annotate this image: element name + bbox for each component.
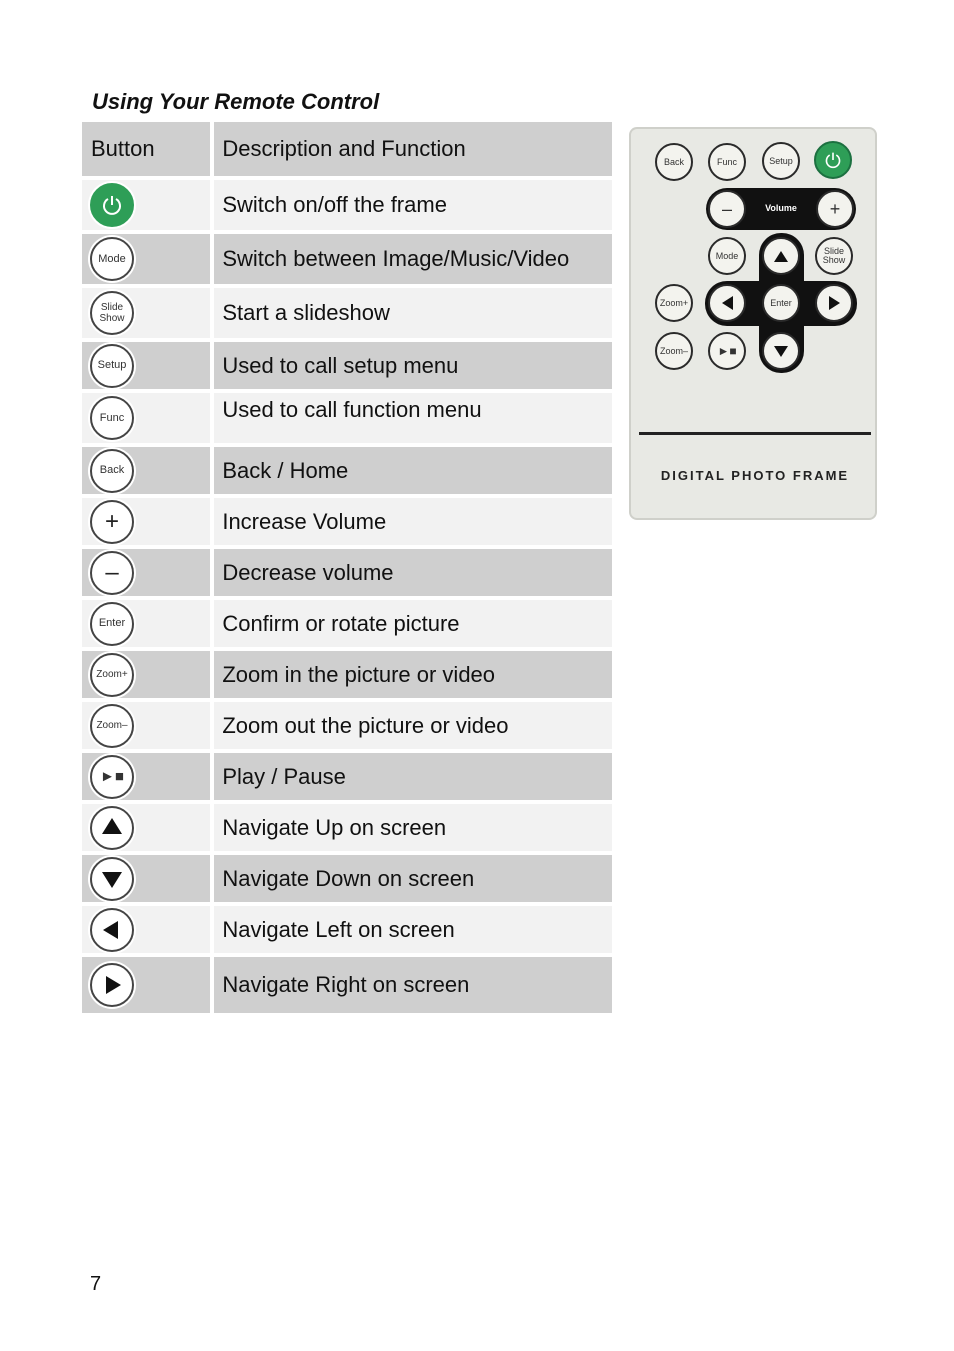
table-row [82,447,612,498]
table-row [82,753,612,804]
remote-volume-label: Volume [765,203,797,213]
func-button-icon: Func [90,396,134,440]
plus-icon: + [90,500,134,544]
zoom-out-button-icon: Zoom– [90,704,134,748]
table-row [82,906,612,957]
table-row [82,600,612,651]
play-pause-icon: ►■ [90,755,134,799]
remote-buttons-table [82,122,612,1017]
arrow-left-icon [90,908,134,952]
remote-play-pause-button: ►■ [708,332,746,370]
remote-left-button [708,284,746,322]
row-description: Switch on/off the frame [214,180,612,234]
remote-caption: DIGITAL PHOTO FRAME [660,468,850,483]
remote-up-button [762,237,800,275]
zoom-in-button-icon: Zoom+ [90,653,134,697]
remote-divider [639,432,871,435]
slideshow-button-icon: Slide Show [90,291,134,335]
table-row [82,234,612,288]
minus-icon: – [90,551,134,595]
remote-power-button [814,141,852,179]
row-description: Navigate Up on screen [214,804,612,855]
table-row [82,957,612,1017]
remote-volume-rocker [706,188,856,230]
row-description: Play / Pause [214,753,612,804]
row-description: Used to call function menu [214,393,612,447]
table-row [82,855,612,906]
remote-mode-button: Mode [708,237,746,275]
row-description: Start a slideshow [214,288,612,342]
remote-setup-button: Setup [762,142,800,180]
remote-control-photo [629,127,877,520]
mode-button-icon: Mode [90,237,134,281]
remote-zoom-in-button: Zoom+ [655,284,693,322]
arrow-down-icon [90,857,134,901]
remote-back-button: Back [655,143,693,181]
row-description: Navigate Down on screen [214,855,612,906]
enter-button-icon: Enter [90,602,134,646]
remote-down-button [762,332,800,370]
header-button: Button [82,122,214,180]
header-description: Description and Function [214,122,612,180]
setup-button-icon: Setup [90,344,134,388]
power-icon [90,183,134,227]
row-description: Navigate Left on screen [214,906,612,957]
row-description: Switch between Image/Music/Video [214,234,612,288]
table-header-row [82,122,612,180]
remote-enter-button: Enter [762,284,800,322]
remote-slideshow-button: Slide Show [815,237,853,275]
table-row [82,498,612,549]
back-button-icon: Back [90,449,134,493]
remote-func-button: Func [708,143,746,181]
row-description: Used to call setup menu [214,342,612,393]
section-title: Using Your Remote Control [92,89,380,114]
table-row [82,342,612,393]
table-row [82,702,612,753]
table-row [82,651,612,702]
remote-right-button [815,284,853,322]
row-description: Navigate Right on screen [214,957,612,1017]
row-description: Decrease volume [214,549,612,600]
row-description: Confirm or rotate picture [214,600,612,651]
arrow-right-icon [90,963,134,1007]
arrow-up-icon [90,806,134,850]
row-description: Zoom out the picture or video [214,702,612,753]
table-row [82,288,612,342]
table-row [82,393,612,447]
page-number: 7 [90,1273,102,1295]
table-row [82,549,612,600]
remote-minus-button: – [708,190,746,228]
row-description: Zoom in the picture or video [214,651,612,702]
remote-zoom-out-button: Zoom– [655,332,693,370]
table-row [82,180,612,234]
row-description: Increase Volume [214,498,612,549]
table-row [82,804,612,855]
remote-plus-button: + [816,190,854,228]
row-description: Back / Home [214,447,612,498]
